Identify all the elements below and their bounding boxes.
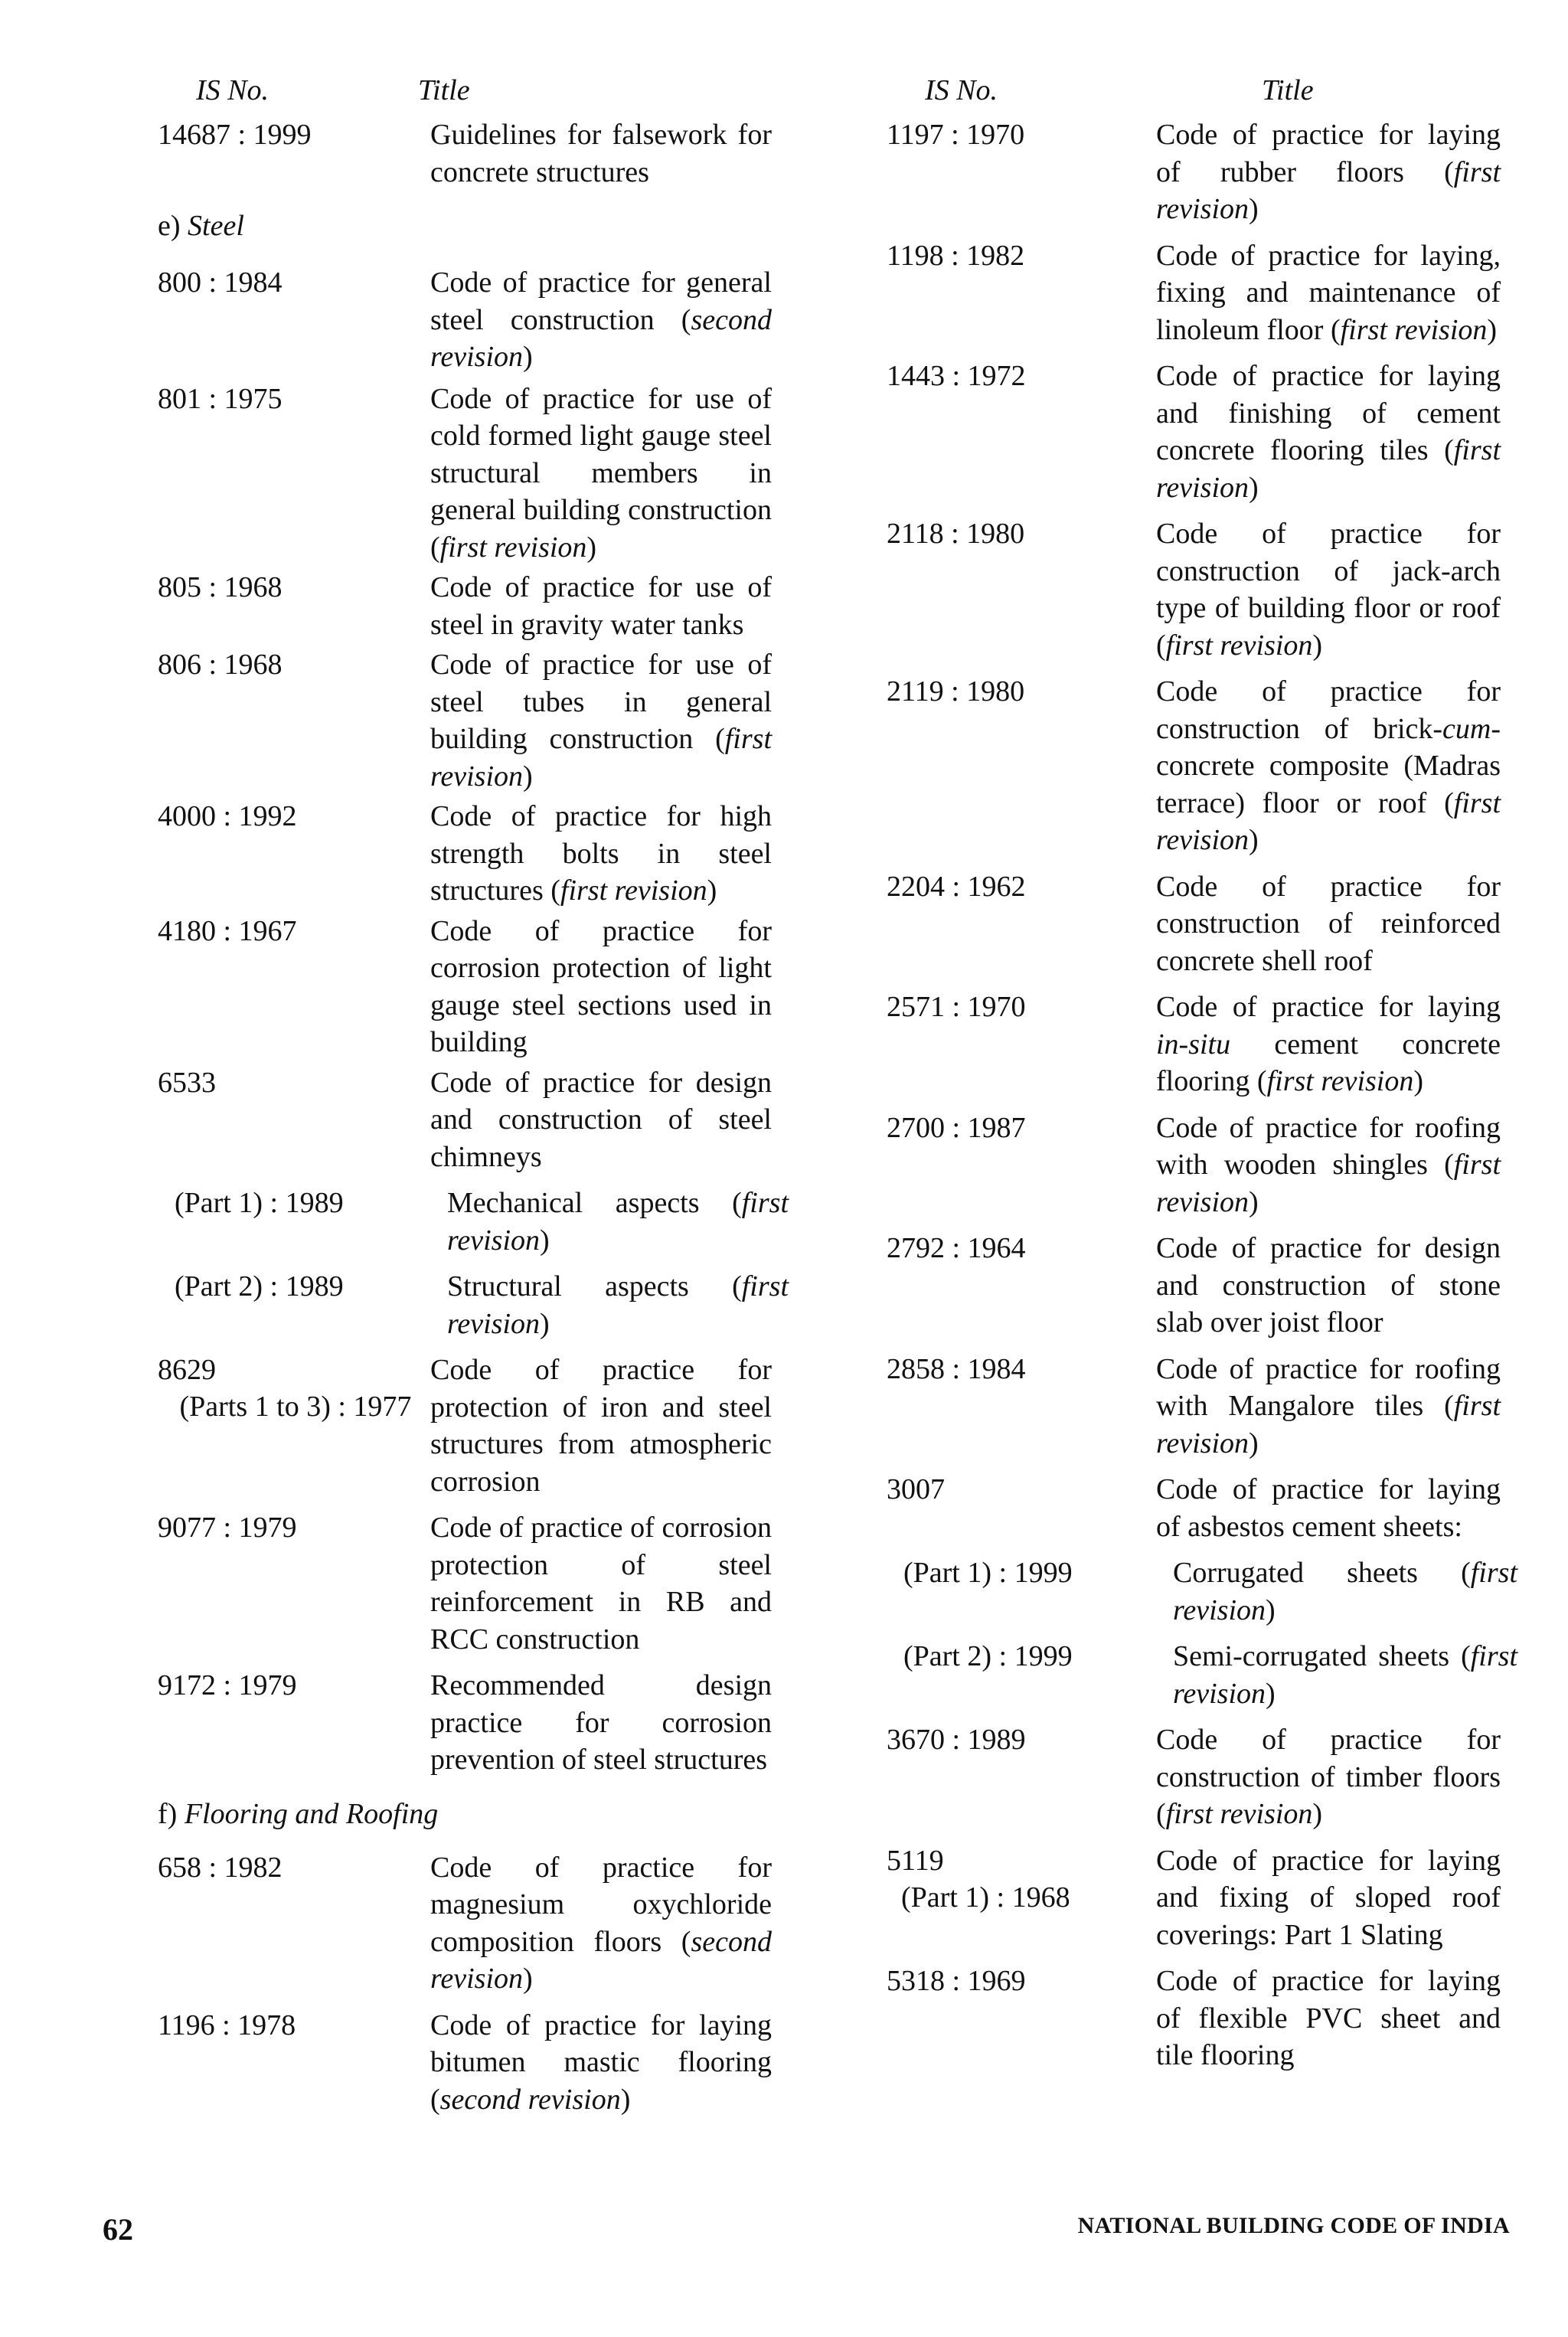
is-number: (Part 2) : 1999 bbox=[903, 1640, 1073, 1672]
title-header: Title bbox=[1262, 74, 1314, 106]
standard-entry bbox=[887, 515, 1514, 664]
standard-entry bbox=[158, 1849, 801, 1998]
standard-entry bbox=[887, 1554, 1517, 1629]
is-number: 5318 : 1969 bbox=[887, 1965, 1026, 1997]
standard-title: Code of practice for magnesium oxychloride composition floors (second revision) bbox=[430, 1851, 772, 1995]
publication-title: NATIONAL BUILDING CODE OF INDIA bbox=[1077, 2213, 1510, 2238]
standard-title: Code of practice for design and construction of stone slab over joist floor bbox=[1156, 1232, 1501, 1338]
standard-title: Code of practice for construction of jack-arch type of building floor or roof (first revision) bbox=[1156, 518, 1501, 662]
standard-title: Code of practice for roofing with wooden shingles (first revision) bbox=[1156, 1111, 1501, 1218]
standard-entry bbox=[158, 913, 801, 1061]
standard-entry bbox=[887, 1721, 1514, 1833]
standard-entry bbox=[887, 1963, 1514, 2074]
standard-entry bbox=[887, 1351, 1514, 1463]
is-number: 1196 : 1978 bbox=[158, 2009, 296, 2041]
standard-entry bbox=[158, 116, 801, 191]
standard-entry bbox=[158, 2007, 801, 2119]
is-number: 2119 : 1980 bbox=[887, 675, 1025, 708]
standard-entry bbox=[887, 1110, 1514, 1221]
left-entries bbox=[158, 116, 801, 2118]
standard-title: Code of practice for laying bitumen mastic flooring (second revision) bbox=[430, 2009, 772, 2116]
is-number: 3007 bbox=[887, 1473, 945, 1505]
standard-entry bbox=[158, 646, 801, 795]
is-number: 801 : 1975 bbox=[158, 382, 283, 415]
standard-title: Code of practice for design and construction of steel chimneys bbox=[430, 1066, 772, 1173]
is-number: 658 : 1982 bbox=[158, 1851, 283, 1884]
standard-title: Code of practice for laying, fixing and maintenance of linoleum floor (first revision) bbox=[1156, 239, 1501, 346]
is-number: 2792 : 1964 bbox=[887, 1232, 1026, 1264]
standard-title: Code of practice for use of cold formed light gauge steel structural members in general building construction (first revision) bbox=[430, 382, 772, 564]
is-number: 1197 : 1970 bbox=[887, 119, 1025, 151]
standard-entry bbox=[158, 264, 801, 376]
section-heading: f) Flooring and Roofing bbox=[158, 1797, 439, 1830]
standard-entry bbox=[158, 1352, 801, 1500]
section-heading: e) Steel bbox=[158, 210, 244, 242]
standard-title: Recommended design practice for corrosion prevention of steel structures bbox=[430, 1669, 772, 1776]
standard-title: Code of practice for protection of iron and steel structures from atmospheric corrosion bbox=[430, 1354, 772, 1498]
standard-entry bbox=[887, 237, 1514, 349]
is-number: 806 : 1968 bbox=[158, 649, 283, 681]
standard-title: Code of practice for laying and fixing of sloped roof coverings: Part 1 Slating bbox=[1156, 1844, 1501, 1951]
standard-title: Corrugated sheets (first revision) bbox=[1173, 1557, 1517, 1626]
standard-entry bbox=[887, 989, 1514, 1100]
left-column bbox=[158, 74, 801, 2118]
standard-title: Guidelines for falsework for concrete structures bbox=[430, 119, 772, 188]
standard-entry bbox=[887, 1471, 1514, 1545]
standard-title: Code of practice for laying of rubber floors (first revision) bbox=[1156, 119, 1501, 225]
title-header: Title bbox=[418, 74, 470, 106]
is-number: 4000 : 1992 bbox=[158, 800, 297, 832]
is-number: 2571 : 1970 bbox=[887, 991, 1026, 1023]
standard-entry bbox=[887, 116, 1514, 228]
right-entries bbox=[887, 116, 1517, 2074]
standard-entry bbox=[887, 1638, 1517, 1712]
is-number: (Part 1) : 1999 bbox=[903, 1557, 1073, 1589]
standard-title: Mechanical aspects (first revision) bbox=[447, 1187, 789, 1257]
standard-entry bbox=[158, 1667, 801, 1779]
standard-title: Code of practice for laying and finishing of cement concrete flooring tiles (first revision) bbox=[1156, 360, 1501, 504]
standard-entry bbox=[158, 1268, 801, 1342]
standard-title: Code of practice for use of steel in gravity water tanks bbox=[430, 571, 772, 641]
standard-entry bbox=[158, 1509, 801, 1658]
standard-title: Code of practice for laying of flexible PVC sheet and tile flooring bbox=[1156, 1965, 1501, 2071]
standard-entry bbox=[158, 569, 801, 643]
standard-title: Code of practice for high strength bolts in steel structures (first revision) bbox=[430, 800, 772, 907]
standard-title: Code of practice for general steel construction (second revision) bbox=[430, 266, 772, 373]
is-number: 1198 : 1982 bbox=[887, 239, 1025, 272]
standard-entry bbox=[158, 798, 801, 910]
standard-title: Structural aspects (first revision) bbox=[447, 1270, 789, 1340]
is-number: 2858 : 1984 bbox=[887, 1352, 1026, 1385]
is-number: 3670 : 1989 bbox=[887, 1724, 1026, 1756]
standard-title: Code of practice of corrosion protection of steel reinforcement in RB and RCC construction bbox=[430, 1512, 772, 1656]
is-number: 6533 bbox=[158, 1066, 216, 1099]
standard-title: Semi-corrugated sheets (first revision) bbox=[1173, 1640, 1517, 1710]
is-number: 5119 (Part 1) : 1968 bbox=[887, 1844, 1070, 1914]
standard-entry bbox=[887, 1842, 1514, 1954]
is-number: (Part 1) : 1989 bbox=[175, 1187, 344, 1219]
standard-entry bbox=[158, 1185, 801, 1259]
is-number: 805 : 1968 bbox=[158, 571, 283, 603]
column-header bbox=[887, 74, 1514, 116]
standard-title: Code of practice for construction of brick-cum-concrete composite (Madras terrace) floor or roof (first revision) bbox=[1156, 675, 1501, 856]
standard-title: Code of practice for laying of asbestos cement sheets: bbox=[1156, 1473, 1501, 1543]
is-number: 2118 : 1980 bbox=[887, 518, 1025, 550]
is-number: 800 : 1984 bbox=[158, 266, 283, 299]
is-number: 2700 : 1987 bbox=[887, 1111, 1026, 1144]
standard-title: Code of practice for roofing with Mangalore tiles (first revision) bbox=[1156, 1352, 1501, 1459]
column-header bbox=[158, 74, 801, 116]
standard-entry bbox=[887, 673, 1514, 859]
standard-entry bbox=[887, 1230, 1514, 1342]
standard-title: Code of practice for laying in-situ cement concrete flooring (first revision) bbox=[1156, 991, 1501, 1097]
is-no-header: IS No. bbox=[925, 74, 998, 106]
is-number: 9172 : 1979 bbox=[158, 1669, 297, 1701]
is-number: 2204 : 1962 bbox=[887, 870, 1026, 903]
standard-title: Code of practice for construction of reinforced concrete shell roof bbox=[1156, 870, 1501, 977]
is-number: 4180 : 1967 bbox=[158, 914, 297, 947]
is-number: 1443 : 1972 bbox=[887, 360, 1026, 392]
is-number: 8629 (Parts 1 to 3) : 1977 bbox=[158, 1354, 412, 1423]
is-number: 14687 : 1999 bbox=[158, 119, 312, 151]
is-no-header: IS No. bbox=[196, 74, 269, 106]
standard-entry bbox=[158, 381, 801, 567]
standard-entry bbox=[887, 358, 1514, 506]
is-number: (Part 2) : 1989 bbox=[175, 1270, 344, 1303]
right-column bbox=[887, 74, 1517, 2074]
standard-title: Code of practice for construction of timber floors (first revision) bbox=[1156, 1724, 1501, 1830]
standard-entry bbox=[887, 868, 1514, 980]
standard-entry bbox=[158, 1064, 801, 1176]
standard-title: Code of practice for use of steel tubes in general building construction (first revision) bbox=[430, 649, 772, 793]
page-number: 62 bbox=[103, 2212, 133, 2247]
is-number: 9077 : 1979 bbox=[158, 1512, 297, 1544]
standard-title: Code of practice for corrosion protection of light gauge steel sections used in building bbox=[430, 914, 772, 1058]
